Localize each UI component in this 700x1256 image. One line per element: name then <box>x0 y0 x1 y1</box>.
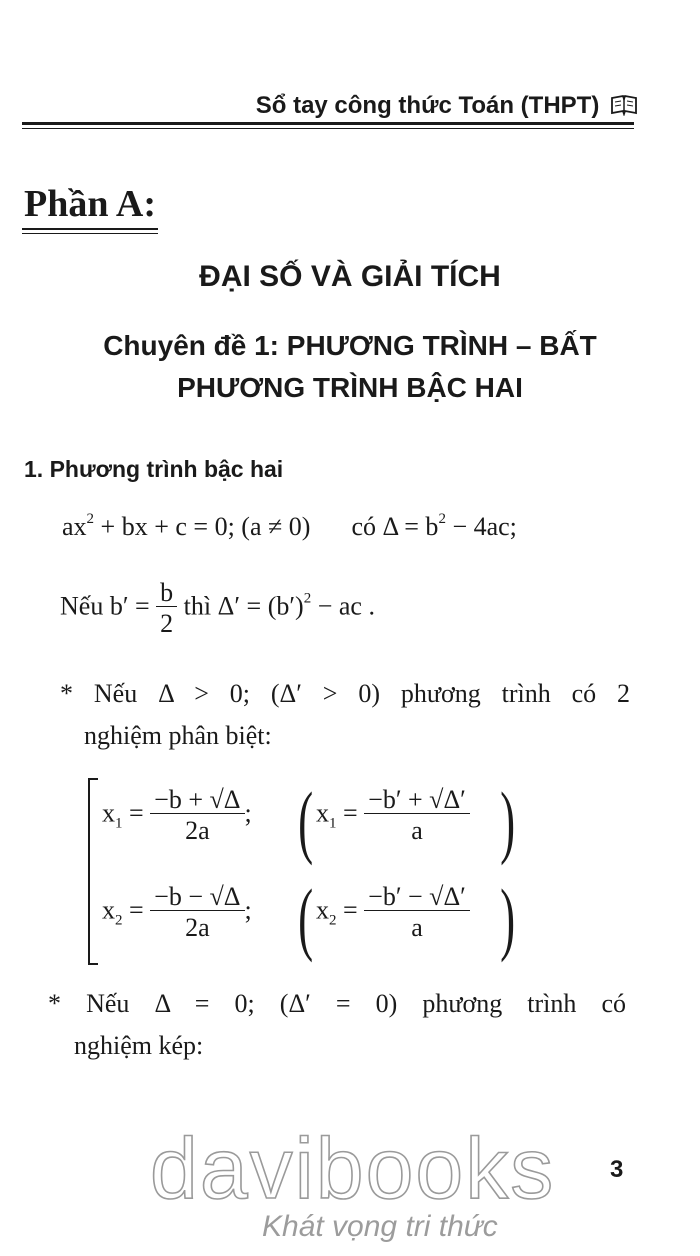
subsection-heading: 1. Phương trình bậc hai <box>24 456 284 482</box>
x2-prime-fraction <box>364 884 470 941</box>
section-title: ĐẠI SỐ VÀ GIẢI TÍCH <box>199 260 501 293</box>
case1-line2: nghiệm phân biệt: <box>84 721 272 750</box>
header-rule-thin <box>22 128 634 129</box>
case1-line1: * Nếu Δ > 0; (Δ′ > 0) phương trình có 2 <box>60 679 630 708</box>
x1-var: x <box>102 798 115 828</box>
eq2-if: Nếu b′ = <box>60 591 150 621</box>
x2p-numerator: −b′ − √Δ′ <box>368 882 466 911</box>
x2-eq: = <box>129 895 144 925</box>
eq2-then: thì Δ′ = (b′) <box>183 591 304 621</box>
x1p-numerator: −b′ + √Δ′ <box>368 785 466 814</box>
root-x1-prime <box>316 787 470 844</box>
eq1-exponent-b: 2 <box>438 511 446 527</box>
x2p-var: x <box>316 895 329 925</box>
paren-right-2: ) <box>500 872 516 963</box>
x1-fraction <box>150 787 244 844</box>
header-rule-thick <box>22 122 634 125</box>
b-over-2-fraction <box>156 580 177 637</box>
x1p-sub: 1 <box>329 815 337 832</box>
fraction-numerator: b <box>160 578 174 607</box>
x1-separator: ; <box>244 798 252 828</box>
topic-title-line2: PHƯƠNG TRÌNH BẬC HAI <box>177 372 523 403</box>
x1-prime-fraction <box>364 787 470 844</box>
x1-eq: = <box>129 798 144 828</box>
discriminant-def: có Δ = b <box>351 512 439 541</box>
paren-left-2: ( <box>298 872 314 963</box>
x2-denominator: 2a <box>150 910 244 941</box>
watermark-slogan: Khát vọng tri thức <box>262 1210 498 1243</box>
x2-sub: 2 <box>115 912 123 929</box>
x1-sub: 1 <box>115 815 123 832</box>
square-bracket <box>88 778 98 965</box>
root-x2-prime <box>316 884 470 941</box>
running-header-title: Sổ tay công thức Toán (THPT) <box>255 92 600 119</box>
fraction-denominator: 2 <box>156 606 177 637</box>
quadratic-equation <box>62 511 517 541</box>
eq1-exponent: 2 <box>86 511 95 527</box>
reduced-discriminant <box>60 580 375 637</box>
eq2-exponent: 2 <box>303 590 312 607</box>
eq1-tail: − 4ac; <box>445 512 517 541</box>
running-header <box>256 92 638 123</box>
x2p-eq: = <box>343 895 358 925</box>
x2-var: x <box>102 895 115 925</box>
part-label: Phần A: <box>24 183 156 225</box>
eq1-rest: + bx + c = 0; (a ≠ 0) <box>94 512 311 541</box>
eq1-ax: ax <box>62 512 87 541</box>
paren-right-1: ) <box>500 775 516 866</box>
root-x2 <box>102 884 252 941</box>
page-number: 3 <box>610 1156 624 1183</box>
paren-left-1: ( <box>298 775 314 866</box>
x1p-eq: = <box>343 798 358 828</box>
root-x1 <box>102 787 252 844</box>
case2-line1: * Nếu Δ = 0; (Δ′ = 0) phương trình có <box>48 989 626 1018</box>
x2-separator: ; <box>244 895 252 925</box>
x2p-denominator: a <box>364 910 470 941</box>
x1-denominator: 2a <box>150 813 244 844</box>
eq2-tail: − ac . <box>311 591 375 621</box>
book-icon <box>610 94 638 123</box>
topic-title-line1: Chuyên đề 1: PHƯƠNG TRÌNH – BẤT <box>103 330 597 361</box>
x1-numerator: −b + √Δ <box>154 785 241 814</box>
x1p-denominator: a <box>364 813 470 844</box>
case2-line2: nghiệm kép: <box>74 1031 204 1060</box>
x2-fraction <box>150 884 244 941</box>
part-underline-thin <box>22 233 158 234</box>
x1p-var: x <box>316 798 329 828</box>
x2-numerator: −b − √Δ <box>154 882 241 911</box>
x2p-sub: 2 <box>329 912 337 929</box>
part-underline <box>22 228 158 230</box>
watermark-logo: davibooks <box>150 1121 556 1217</box>
